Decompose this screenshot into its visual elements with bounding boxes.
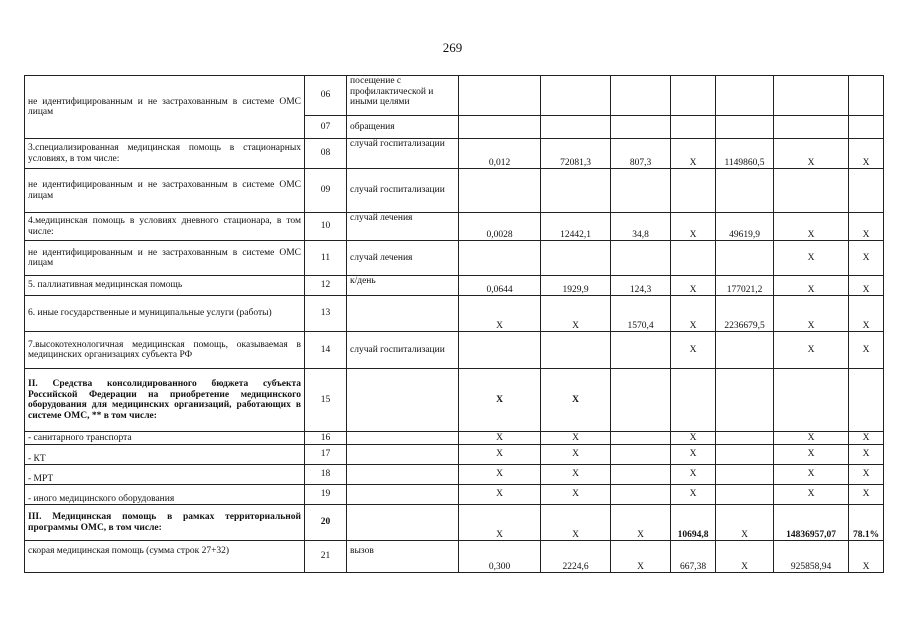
cell: X (774, 432, 849, 445)
row-unit (347, 485, 459, 505)
row-code: 09 (305, 169, 347, 213)
cell: X (459, 432, 541, 445)
cell: 49619,9 (716, 213, 774, 241)
cell: X (849, 139, 884, 169)
row-name: - санитарного транспорта (25, 432, 305, 445)
cell: 2236679,5 (716, 296, 774, 332)
row-name: 7.высокотехнологичная медицинская помощь, оказываемая в медицинских организациях субъекта РФ (25, 332, 305, 369)
row-unit: случай госпитализации (347, 332, 459, 369)
row-unit (347, 505, 459, 541)
row-name: 3.специализированная медицинская помощь в стационарных условиях, в том числе: (25, 139, 305, 169)
cell: X (459, 369, 541, 432)
table-row (25, 296, 884, 332)
cell: X (774, 241, 849, 276)
row-name: 4.медицинская помощь в условиях дневного стационара, в том числе: (25, 213, 305, 241)
cell: X (671, 332, 716, 369)
cell (459, 241, 541, 276)
row-unit (347, 445, 459, 465)
row-name: скорая медицинская помощь (сумма строк 27+32) (25, 541, 305, 573)
cell (774, 169, 849, 213)
row-name: - МРТ (25, 465, 305, 485)
table-row (25, 241, 884, 276)
row-unit: обращения (347, 116, 459, 139)
row-code: 19 (305, 485, 347, 505)
cell (671, 76, 716, 116)
cell: X (541, 465, 611, 485)
row-name: - КТ (25, 445, 305, 465)
cell: X (849, 276, 884, 296)
table-row (25, 169, 884, 213)
cell (541, 116, 611, 139)
row-code: 06 (305, 76, 347, 116)
cell (541, 76, 611, 116)
cell: X (774, 139, 849, 169)
row-unit (347, 465, 459, 485)
cell: X (774, 296, 849, 332)
cell (611, 169, 671, 213)
cell: X (541, 296, 611, 332)
cell (459, 76, 541, 116)
row-unit: вызов (347, 541, 459, 573)
cell: X (716, 541, 774, 573)
cell (849, 76, 884, 116)
table-row (25, 445, 884, 465)
table-row (25, 332, 884, 369)
cell: X (671, 445, 716, 465)
cell: X (849, 465, 884, 485)
cell (541, 241, 611, 276)
table-row (25, 432, 884, 445)
cell: 667,38 (671, 541, 716, 573)
cell (671, 169, 716, 213)
cell (541, 332, 611, 369)
cell: 0,300 (459, 541, 541, 573)
row-name: не идентифицированным и не застрахованным в системе ОМС лицам (25, 169, 305, 213)
cell: X (849, 332, 884, 369)
data-table (24, 75, 884, 573)
row-unit (347, 369, 459, 432)
cell: X (459, 505, 541, 541)
cell: 12442,1 (541, 213, 611, 241)
cell: 0,0644 (459, 276, 541, 296)
cell (611, 485, 671, 505)
cell: 807,3 (611, 139, 671, 169)
cell: X (849, 445, 884, 465)
cell: X (541, 369, 611, 432)
cell: 1149860,5 (716, 139, 774, 169)
cell (774, 76, 849, 116)
cell: X (459, 296, 541, 332)
row-name: III. Медицинская помощь в рамках территориальной программы ОМС, в том числе: (25, 505, 305, 541)
cell: 72081,3 (541, 139, 611, 169)
cell: X (611, 505, 671, 541)
cell: X (671, 432, 716, 445)
cell (849, 369, 884, 432)
cell: 177021,2 (716, 276, 774, 296)
cell: 78.1% (849, 505, 884, 541)
cell (459, 169, 541, 213)
cell: X (541, 485, 611, 505)
row-unit: случай лечения (347, 241, 459, 276)
row-code: 14 (305, 332, 347, 369)
row-code: 18 (305, 465, 347, 485)
cell: X (671, 213, 716, 241)
cell (671, 241, 716, 276)
cell (716, 485, 774, 505)
cell (611, 369, 671, 432)
cell (774, 369, 849, 432)
cell (716, 332, 774, 369)
row-code: 12 (305, 276, 347, 296)
cell (611, 116, 671, 139)
cell: X (671, 139, 716, 169)
cell: 925858,94 (774, 541, 849, 573)
cell (849, 169, 884, 213)
cell: 124,3 (611, 276, 671, 296)
cell: 10694,8 (671, 505, 716, 541)
row-unit: к/день (347, 276, 459, 296)
cell: 14836957,07 (774, 505, 849, 541)
cell (716, 465, 774, 485)
cell (774, 116, 849, 139)
cell: X (541, 505, 611, 541)
cell: 2224,6 (541, 541, 611, 573)
cell: X (611, 541, 671, 573)
cell: X (774, 485, 849, 505)
cell (716, 241, 774, 276)
table-row (25, 465, 884, 485)
row-code: 17 (305, 445, 347, 465)
cell (611, 432, 671, 445)
cell: 1570,4 (611, 296, 671, 332)
row-code: 10 (305, 213, 347, 241)
cell (611, 76, 671, 116)
cell: X (774, 213, 849, 241)
row-name: не идентифицированным и не застрахованным в системе ОМС лицам (25, 241, 305, 276)
row-code: 20 (305, 505, 347, 541)
cell (459, 116, 541, 139)
row-unit (347, 432, 459, 445)
cell: X (849, 241, 884, 276)
row-name: 5. паллиативная медицинская помощь (25, 276, 305, 296)
cell: X (459, 445, 541, 465)
cell: X (774, 465, 849, 485)
cell (716, 445, 774, 465)
cell: X (459, 485, 541, 505)
cell: X (671, 276, 716, 296)
row-code: 15 (305, 369, 347, 432)
cell (716, 169, 774, 213)
cell: X (541, 445, 611, 465)
row-unit: посещение с профилактической и иными целями (347, 76, 459, 116)
row-name: 6. иные государственные и муниципальные услуги (работы) (25, 296, 305, 332)
row-name: - иного медицинского оборудования (25, 485, 305, 505)
table-row (25, 369, 884, 432)
row-code: 16 (305, 432, 347, 445)
cell: X (671, 465, 716, 485)
cell (611, 465, 671, 485)
cell: 34,8 (611, 213, 671, 241)
cell: X (849, 432, 884, 445)
cell (611, 332, 671, 369)
cell (716, 76, 774, 116)
cell: X (716, 505, 774, 541)
row-code: 08 (305, 139, 347, 169)
cell: X (849, 213, 884, 241)
cell (459, 332, 541, 369)
row-unit: случай лечения (347, 213, 459, 241)
cell (611, 445, 671, 465)
cell: X (849, 485, 884, 505)
cell: X (774, 332, 849, 369)
cell: 1929,9 (541, 276, 611, 296)
cell (671, 369, 716, 432)
table-row (25, 276, 884, 296)
cell: X (459, 465, 541, 485)
cell (541, 169, 611, 213)
cell: X (774, 445, 849, 465)
row-name: не идентифицированным и не застрахованным в системе ОМС лицам (25, 76, 305, 139)
row-name: II. Средства консолидированного бюджета субъекта Российской Федерации на приобретение медицинского оборудования для медицинских организаций, работающих в системе ОМС, ** в том числе: (25, 369, 305, 432)
cell: X (849, 296, 884, 332)
table-row (25, 76, 884, 116)
table-row (25, 485, 884, 505)
row-code: 21 (305, 541, 347, 573)
cell: X (774, 276, 849, 296)
cell (611, 241, 671, 276)
cell: 0,012 (459, 139, 541, 169)
cell: 0,0028 (459, 213, 541, 241)
cell: X (849, 541, 884, 573)
row-unit: случай госпитализации (347, 169, 459, 213)
cell (716, 432, 774, 445)
cell (716, 369, 774, 432)
row-code: 13 (305, 296, 347, 332)
cell: X (541, 432, 611, 445)
table-row (25, 505, 884, 541)
row-code: 07 (305, 116, 347, 139)
cell: X (671, 296, 716, 332)
row-unit (347, 296, 459, 332)
page-number: 269 (442, 40, 463, 55)
cell (849, 116, 884, 139)
cell: X (671, 485, 716, 505)
row-unit: случай госпитализации (347, 139, 459, 169)
row-code: 11 (305, 241, 347, 276)
cell (671, 116, 716, 139)
table-row (25, 139, 884, 169)
table-row (25, 213, 884, 241)
cell (716, 116, 774, 139)
table-row (25, 541, 884, 573)
